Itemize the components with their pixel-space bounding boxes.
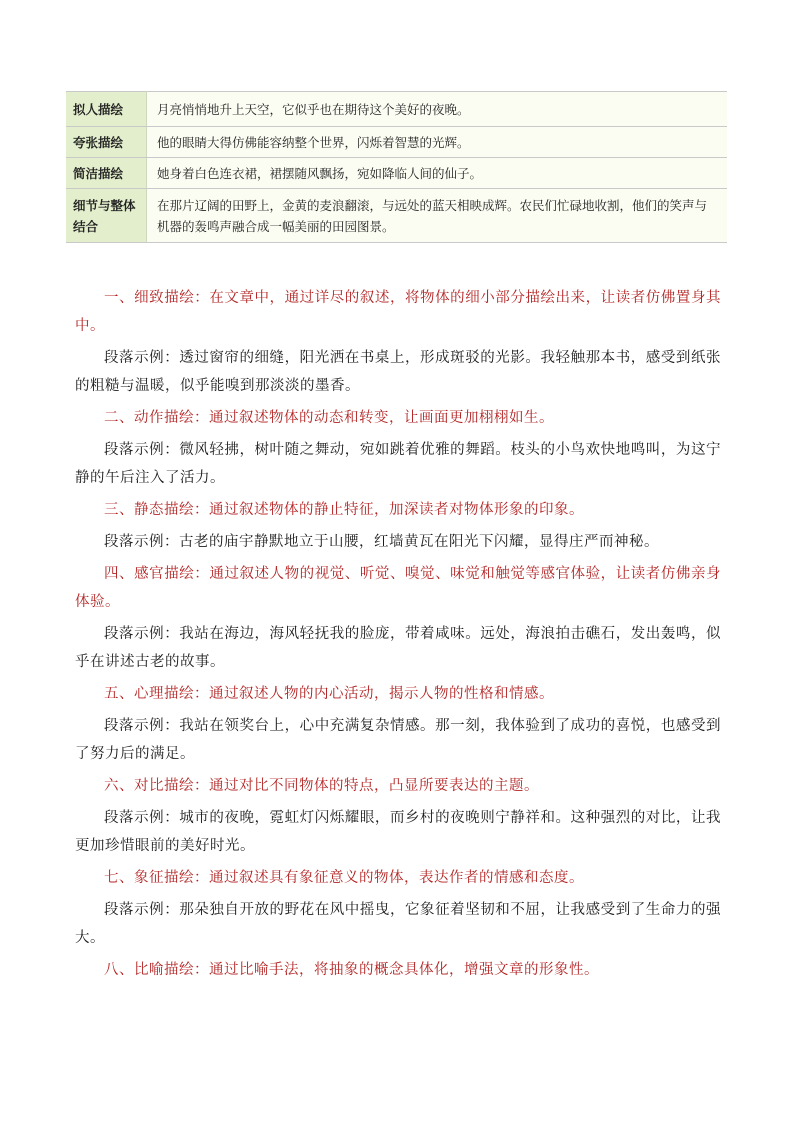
technique-term: 拟人描绘 bbox=[66, 92, 147, 127]
table-row bbox=[66, 127, 727, 158]
section-heading: 六、对比描绘：通过对比不同物体的特点，凸显所要表达的主题。 bbox=[104, 778, 539, 794]
section-heading: 三、静态描绘：通过叙述物体的静止特征，加深读者对物体形象的印象。 bbox=[104, 502, 584, 518]
section-heading: 四、感官描绘：通过叙述人物的视觉、听觉、嗅觉、味觉和触觉等感官体验，让读者仿佛亲身体验。 bbox=[75, 566, 721, 610]
technique-table bbox=[66, 91, 727, 243]
section-example: 段落示例：透过窗帘的细缝，阳光洒在书桌上，形成斑驳的光影。我轻触那本书，感受到纸张的粗糙与温暖，似乎能嗅到那淡淡的墨香。 bbox=[75, 350, 721, 394]
section-example: 段落示例：微风轻拂，树叶随之舞动，宛如跳着优雅的舞蹈。枝头的小鸟欢快地鸣叫，为这宁静的午后注入了活力。 bbox=[75, 442, 721, 486]
section-heading: 一、细致描绘：在文章中，通过详尽的叙述，将物体的细小部分描绘出来，让读者仿佛置身其中。 bbox=[75, 290, 721, 334]
section-heading: 二、动作描绘：通过叙述物体的动态和转变，让画面更加栩栩如生。 bbox=[104, 410, 554, 426]
technique-term: 简洁描绘 bbox=[66, 158, 147, 189]
table-row bbox=[66, 92, 727, 127]
technique-term: 夸张描绘 bbox=[66, 127, 147, 158]
section-example: 段落示例：古老的庙宇静默地立于山腰，红墙黄瓦在阳光下闪耀，显得庄严而神秘。 bbox=[104, 534, 659, 550]
technique-example: 月亮悄悄地升上天空，它似乎也在期待这个美好的夜晚。 bbox=[147, 92, 728, 127]
section-example: 段落示例：我站在海边，海风轻抚我的脸庞，带着咸味。远处，海浪拍击礁石，发出轰鸣，似乎在讲述古老的故事。 bbox=[75, 626, 721, 670]
section-example: 段落示例：那朵独自开放的野花在风中摇曳，它象征着坚韧和不屈，让我感受到了生命力的强大。 bbox=[75, 902, 721, 946]
section-heading: 五、心理描绘：通过叙述人物的内心活动，揭示人物的性格和情感。 bbox=[104, 686, 554, 702]
technique-example: 在那片辽阔的田野上，金黄的麦浪翻滚，与远处的蓝天相映成辉。农民们忙碌地收割，他们的笑声与机器的轰鸣声融合成一幅美丽的田园图景。 bbox=[147, 189, 728, 243]
table-row bbox=[66, 189, 727, 243]
technique-term: 细节与整体结合 bbox=[66, 189, 147, 243]
section-example: 段落示例：城市的夜晚，霓虹灯闪烁耀眼，而乡村的夜晚则宁静祥和。这种强烈的对比，让我更加珍惜眼前的美好时光。 bbox=[75, 810, 721, 854]
section-example: 段落示例：我站在领奖台上，心中充满复杂情感。那一刻，我体验到了成功的喜悦，也感受到了努力后的满足。 bbox=[75, 718, 721, 762]
technique-example: 他的眼睛大得仿佛能容纳整个世界，闪烁着智慧的光辉。 bbox=[147, 127, 728, 158]
section-heading: 七、象征描绘：通过叙述具有象征意义的物体，表达作者的情感和态度。 bbox=[104, 870, 584, 886]
section-heading: 八、比喻描绘：通过比喻手法，将抽象的概念具体化，增强文章的形象性。 bbox=[104, 962, 599, 978]
technique-example: 她身着白色连衣裙，裙摆随风飘扬，宛如降临人间的仙子。 bbox=[147, 158, 728, 189]
table-row bbox=[66, 158, 727, 189]
document-body bbox=[75, 284, 721, 984]
